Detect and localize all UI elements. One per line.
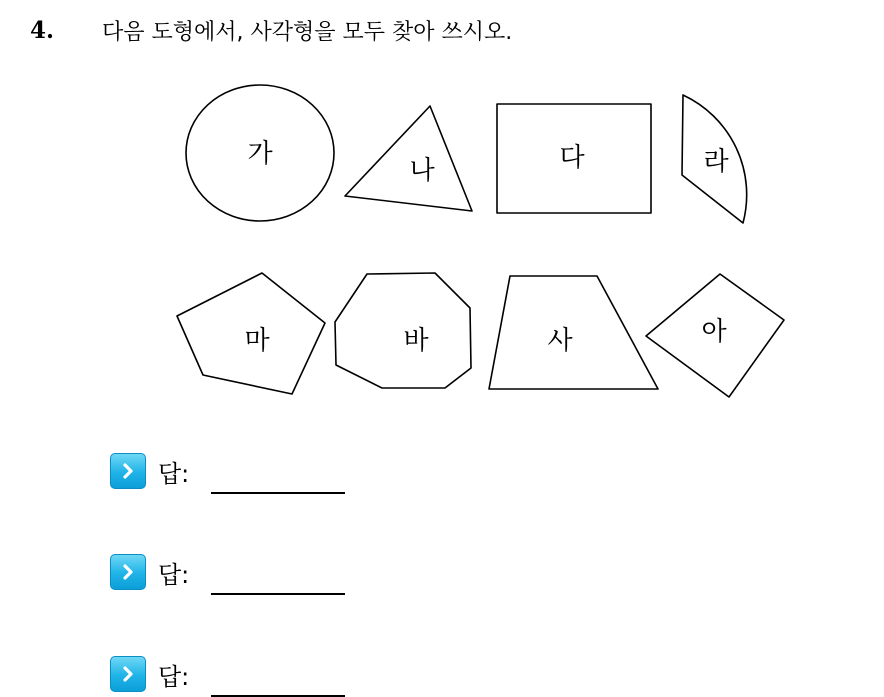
- shape-label-ba: 바: [403, 326, 429, 356]
- shape-ba-octagon: [335, 273, 471, 388]
- answer-label: 답:: [158, 662, 190, 691]
- shape-ra-sector: [682, 95, 747, 223]
- shape-label-ma: 마: [244, 326, 270, 356]
- question-text: 다음 도형에서, 사각형을 모두 찾아 쓰시오.: [102, 19, 513, 45]
- shape-ma-pentagon: [177, 273, 325, 394]
- answer-blank[interactable]: [211, 567, 345, 595]
- answer-label: 답:: [158, 459, 190, 488]
- chevron-right-icon: [110, 554, 146, 590]
- shape-label-ra: 라: [703, 147, 729, 177]
- shape-na-triangle: [345, 106, 472, 211]
- answer-label: 답:: [158, 560, 190, 589]
- shape-ga-circle: [186, 85, 334, 221]
- answer-blank[interactable]: [211, 466, 345, 494]
- chevron-right-icon: [110, 656, 146, 692]
- shape-sa-trapezoid: [489, 276, 658, 389]
- shape-a-square: [646, 274, 784, 397]
- shape-label-a: 아: [701, 317, 727, 347]
- answer-row-3: [110, 654, 345, 694]
- answer-row-2: [110, 552, 345, 592]
- shape-label-na: 나: [409, 156, 435, 186]
- shape-label-ga: 가: [247, 139, 273, 169]
- answer-row-1: [110, 451, 345, 491]
- question-number: 4.: [30, 16, 55, 44]
- answer-blank[interactable]: [211, 669, 345, 697]
- chevron-right-icon: [110, 453, 146, 489]
- shape-da-rectangle: [497, 104, 651, 213]
- shape-label-da: 다: [559, 143, 585, 173]
- shape-label-sa: 사: [547, 326, 573, 356]
- question-header: [30, 12, 512, 48]
